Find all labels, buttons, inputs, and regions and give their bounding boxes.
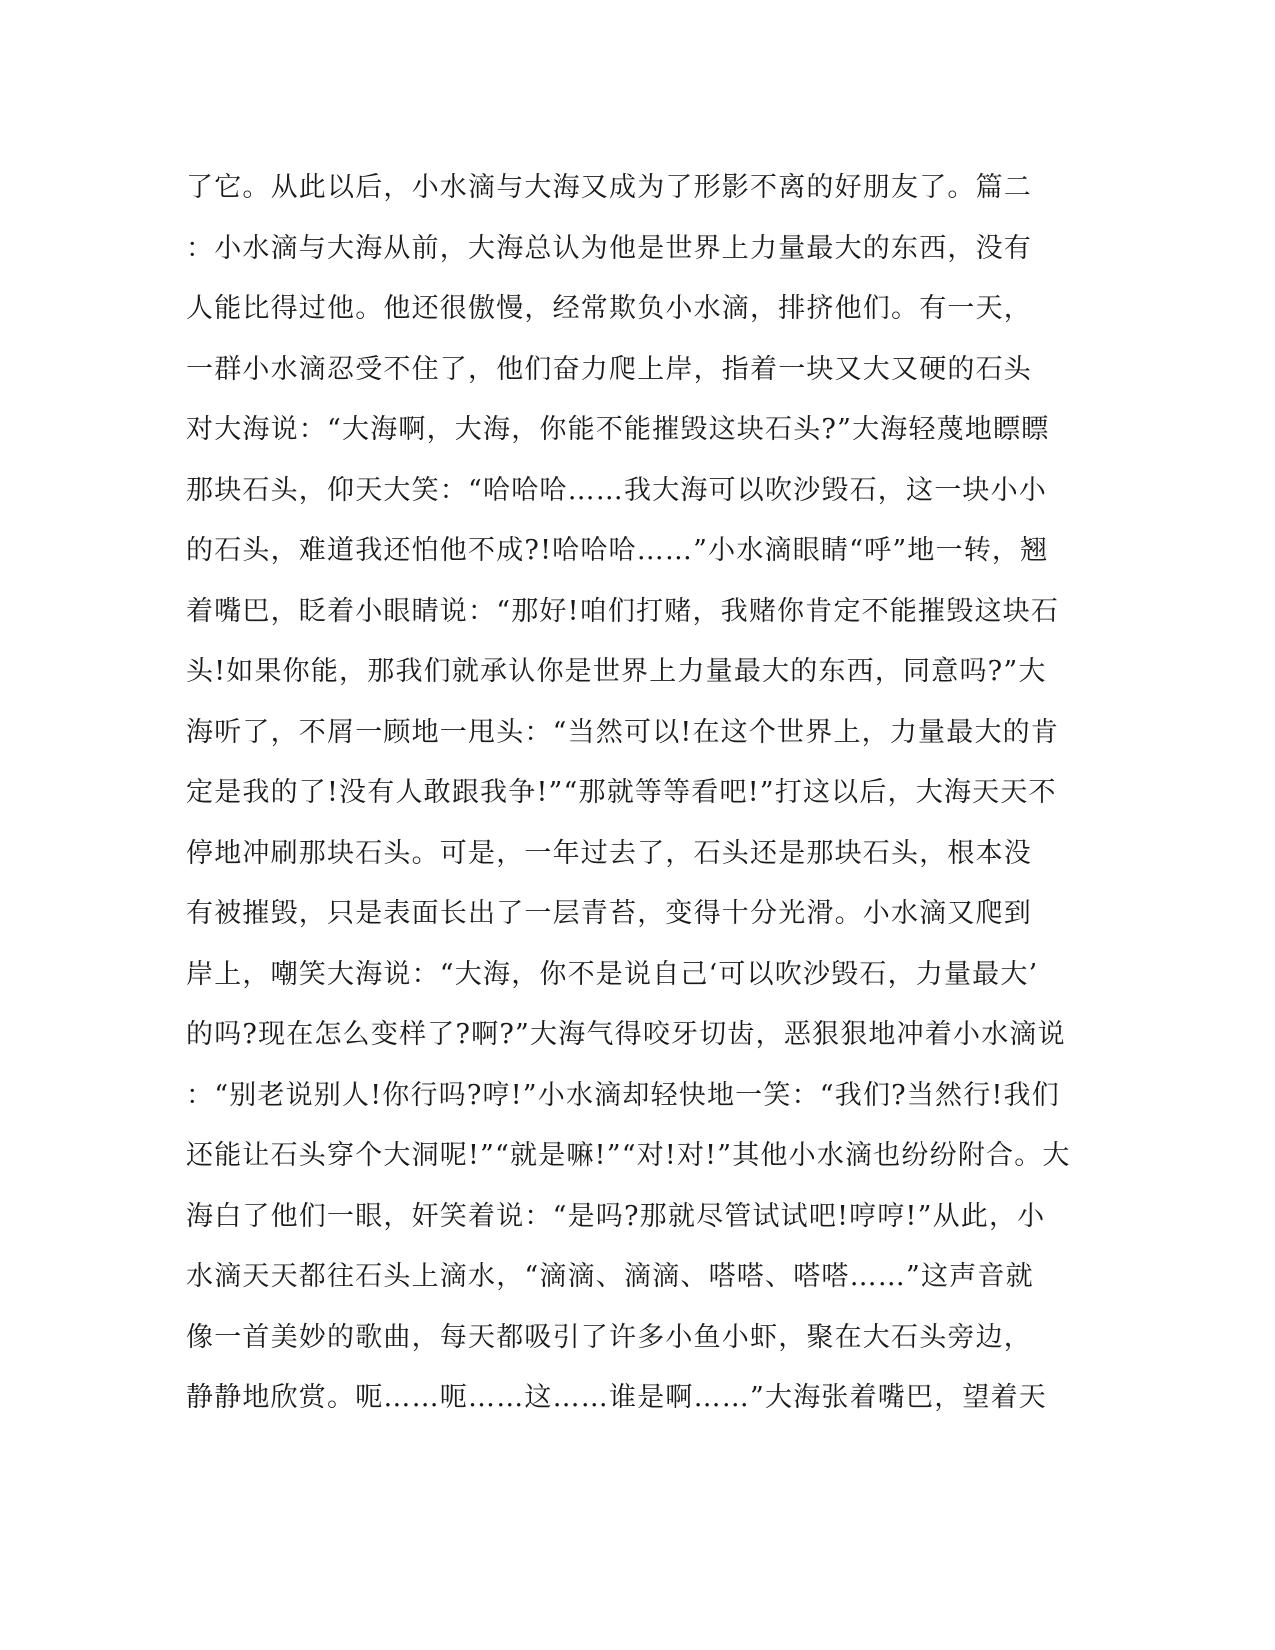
text-line: 有被摧毁，只是表面长出了一层青苔，变得十分光滑。小水滴又爬到 (186, 898, 1032, 929)
text-line: 了它。从此以后，小水滴与大海又成为了形影不离的好朋友了。篇二 (186, 172, 1032, 203)
text-line: 岸上，嘲笑大海说：“大海，你不是说自己‘可以吹沙毁石，力量最大’ (186, 958, 1039, 990)
text-line: 像一首美妙的歌曲，每天都吸引了许多小鱼小虾，聚在大石头旁边， (186, 1321, 1032, 1353)
text-line: 还能让石头穿个大洞呢!”“就是嘛!”“对!对!”其他小水滴也纷纷附合。大 (186, 1140, 1071, 1171)
text-line: 海白了他们一眼，奸笑着说：“是吗?那就尽管试试吧!哼哼!”从此，小 (186, 1200, 1046, 1232)
text-line: ：“别老说别人!你行吗?哼!”小水滴却轻快地一笑：“我们?当然行!我们 (186, 1079, 1060, 1111)
text-line: 的石头，难道我还怕他不成?!哈哈哈……”小水滴眼睛“呼”地一转，翘 (186, 535, 1049, 566)
text-line: 定是我的了!没有人敢跟我争!”“那就等等看吧!”打这以后，大海天天不 (186, 777, 1057, 808)
text-line: ：小水滴与大海从前，大海总认为他是世界上力量最大的东西，没有 (186, 232, 1032, 264)
text-line: 的吗?现在怎么变样了?啊?”大海气得咬牙切齿，恶狠狠地冲着小水滴说 (186, 1019, 1066, 1050)
body-text (186, 166, 1086, 1437)
text-line: 停地冲刷那块石头。可是，一年过去了，石头还是那块石头，根本没 (186, 837, 1032, 869)
text-line: 人能比得过他。他还很傲慢，经常欺负小水滴，排挤他们。有一天， (186, 293, 1032, 324)
text-line: 头!如果你能，那我们就承认你是世界上力量最大的东西，同意吗?”大 (186, 656, 1047, 687)
text-line: 水滴天天都往石头上滴水，“滴滴、滴滴、嗒嗒、嗒嗒……”这声音就 (186, 1261, 1034, 1292)
text-line: 海听了，不屑一顾地一甩头：“当然可以!在这个世界上，力量最大的肯 (186, 716, 1060, 748)
text-line: 一群小水滴忍受不住了，他们奋力爬上岸，指着一块又大又硬的石头 (186, 353, 1032, 385)
text-line: 那块石头，仰天大笑：“哈哈哈……我大海可以吹沙毁石，这一块小小 (186, 474, 1048, 506)
text-line: 静静地欣赏。呃……呃……这……谁是啊……”大海张着嘴巴，望着天 (186, 1382, 1048, 1413)
text-line: 着嘴巴，眨着小眼睛说：“那好!咱们打赌，我赌你肯定不能摧毁这块石 (186, 595, 1060, 627)
text-line: 对大海说：“大海啊，大海，你能不能摧毁这块石头?”大海轻蔑地瞟瞟 (186, 414, 1050, 445)
